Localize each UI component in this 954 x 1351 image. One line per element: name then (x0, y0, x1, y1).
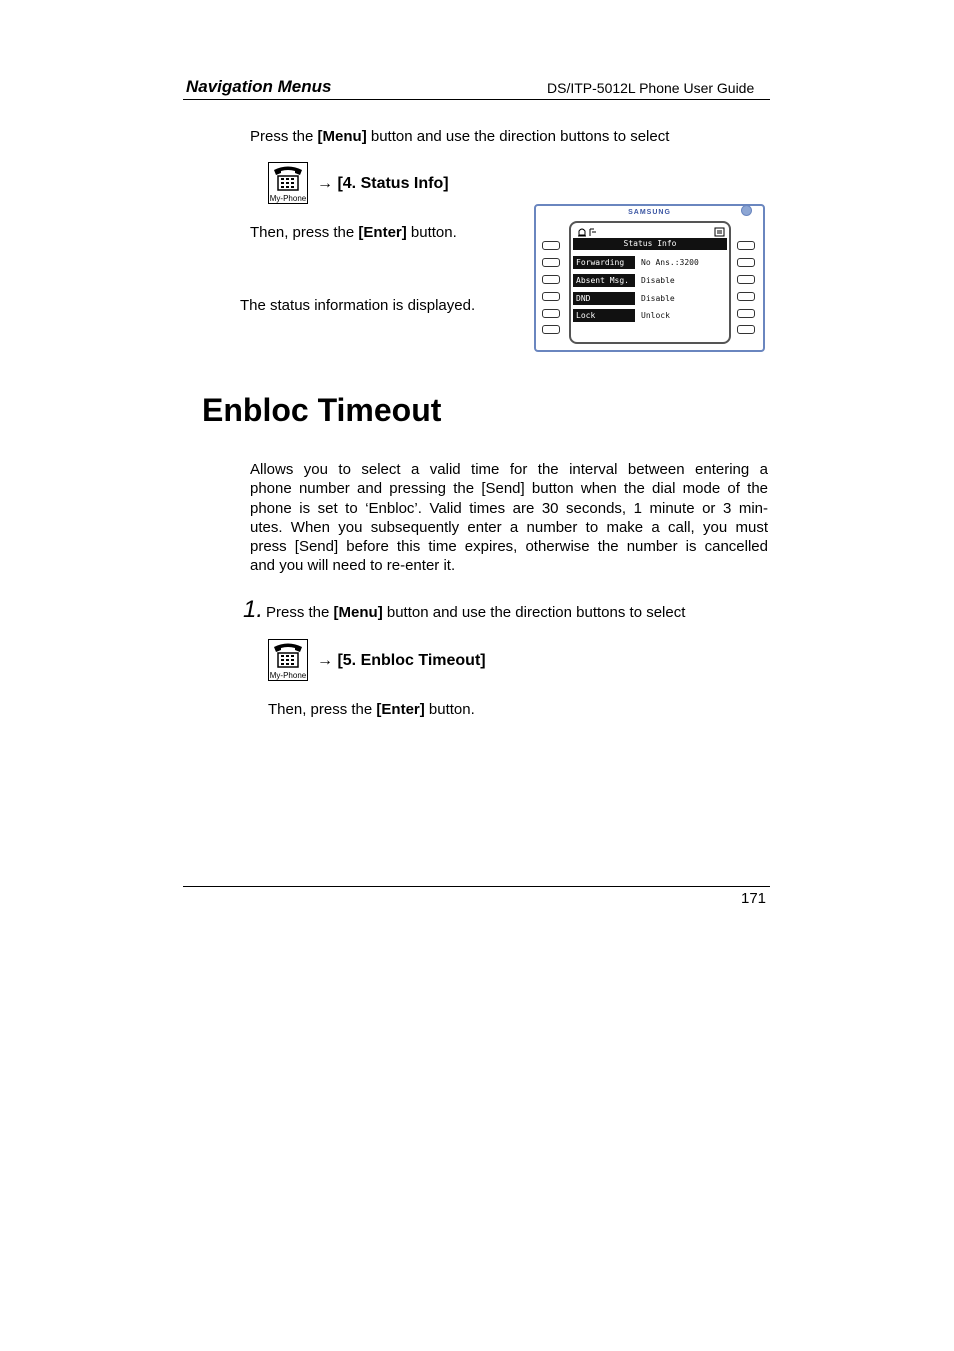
phone-soft-key (542, 292, 560, 301)
step-instruction: Press the [Menu] button and use the direction buttons to select (266, 604, 686, 621)
guide-title: DS/ITP-5012L Phone User Guide (547, 80, 755, 96)
page-number: 171 (741, 890, 767, 907)
lcd-row-label: Absent Msg. (573, 274, 635, 287)
lcd-row (573, 292, 727, 305)
lcd-row-value: Disable (641, 276, 675, 285)
lcd-row-value: No Ans.:3200 (641, 258, 699, 267)
bell-icon (578, 229, 586, 236)
lcd-title: Status Info (573, 238, 727, 250)
lcd-row-label: Forwarding (573, 256, 635, 269)
phone-soft-key (542, 325, 560, 334)
lcd-row (573, 309, 727, 322)
enbloc-description (250, 460, 768, 576)
status-info-selection: → [4. Status Info] (317, 175, 449, 192)
enbloc-selection: → [5. Enbloc Timeout] (317, 652, 486, 669)
section-heading: Enbloc Timeout (202, 392, 442, 428)
phone-soft-key (737, 241, 755, 250)
my-phone-icon (268, 162, 308, 204)
my-phone-icon (268, 639, 308, 681)
phone-soft-key (737, 325, 755, 334)
phone-brand: SAMSUNG (628, 209, 671, 216)
my-phone-icon-label: My-Phone (269, 194, 307, 203)
lcd-row-value: Disable (641, 294, 675, 303)
footer-rule (183, 886, 770, 887)
section-title: Navigation Menus (186, 77, 332, 96)
phone-soft-key (737, 309, 755, 318)
description-line: phone is set to ‘Enbloc’. Valid times are 30 seconds, 1 minute or 3 min- (250, 499, 768, 517)
header-rule (183, 99, 770, 100)
lcd-row-label: Lock (573, 309, 635, 322)
description-line: and you will need to re-enter it. (250, 557, 456, 575)
status-then: Then, press the [Enter] button. (250, 224, 457, 241)
phone-display-illustration (534, 204, 765, 352)
forward-icon (590, 229, 596, 236)
phone-soft-key (542, 258, 560, 267)
description-line: phone number and pressing the [Send] button when the dial mode of the (250, 480, 768, 498)
phone-status-icon (715, 228, 724, 236)
description-line: press [Send] before this time expires, otherwise the number is cancelled (250, 538, 768, 556)
lcd-row (573, 274, 727, 287)
lcd-row (573, 256, 727, 269)
my-phone-icon-label: My-Phone (269, 671, 307, 680)
phone-soft-key (737, 258, 755, 267)
enbloc-then: Then, press the [Enter] button. (268, 701, 475, 718)
phone-soft-key (737, 292, 755, 301)
description-line: utes. When you subsequently enter a number to make a call, you must (250, 518, 768, 536)
lcd-row-label: DND (573, 292, 635, 305)
phone-soft-key (542, 275, 560, 284)
phone-lcd-screen (569, 221, 731, 344)
phone-soft-key (542, 309, 560, 318)
lcd-row-value: Unlock (641, 311, 670, 320)
description-line: Allows you to select a valid time for the interval between entering a (250, 461, 768, 478)
status-intro: Press the [Menu] button and use the direction buttons to select (250, 128, 670, 145)
lcd-status-icons (577, 226, 727, 238)
status-result: The status information is displayed. (240, 297, 476, 314)
phone-soft-key (737, 275, 755, 284)
phone-soft-key (542, 241, 560, 250)
step-number: 1. (243, 596, 264, 623)
